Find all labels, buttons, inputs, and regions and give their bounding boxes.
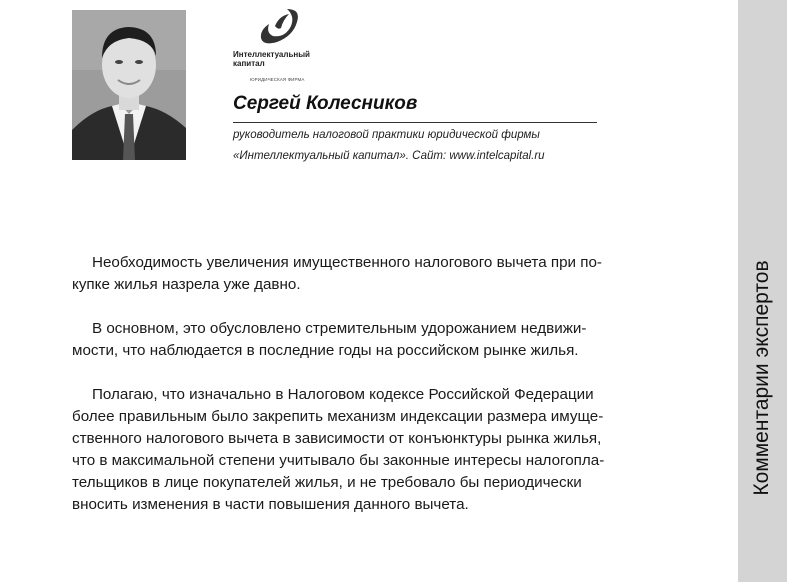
author-photo [72,10,186,160]
article-body [72,252,680,538]
author-role: руководитель налоговой практики юридической фирмы [233,129,540,141]
text-line: Необходимость увеличения имущественного налогового вычета при по- [92,254,602,271]
logo-name-line1: Интеллектуальный [233,50,310,59]
author-name: Сергей Колесников [233,93,418,114]
logo-name-line2: капитал [233,59,265,68]
text-line: что в максимальной степени учитывало бы законные интересы налогопла- [72,452,605,469]
logo-subtitle: ЮРИДИЧЕСКАЯ ФИРМА [250,77,305,82]
section-label: Комментарии экспертов [750,260,773,496]
header-divider [233,122,597,123]
text-line: вносить изменения в части повышения данного вычета. [72,496,469,513]
text-line: ственного налогового вычета в зависимости от конъюнктуры рынка жилья, [72,430,602,447]
author-organization: «Интеллектуальный капитал». Сайт: www.intelcapital.ru [233,150,545,162]
paragraph [72,318,680,362]
text-line: мости, что наблюдается в последние годы на российском рынке жилья. [72,342,579,359]
text-line: Полагаю, что изначально в Налоговом кодексе Российской Федерации [92,386,594,403]
text-line: тельщиков в лице покупателей жилья, и не требовало бы периодически [72,474,582,491]
text-line: более правильным было закрепить механизм индексации размера имуще- [72,408,604,425]
logo-name [233,50,353,68]
text-line: купке жилья назрела уже давно. [72,276,301,293]
portrait-image [72,10,186,160]
text-line: В основном, это обусловлено стремительным удорожанием недвижи- [92,320,587,337]
paragraph [72,384,680,516]
swirl-logo-icon [257,6,303,46]
paragraph [72,252,680,296]
